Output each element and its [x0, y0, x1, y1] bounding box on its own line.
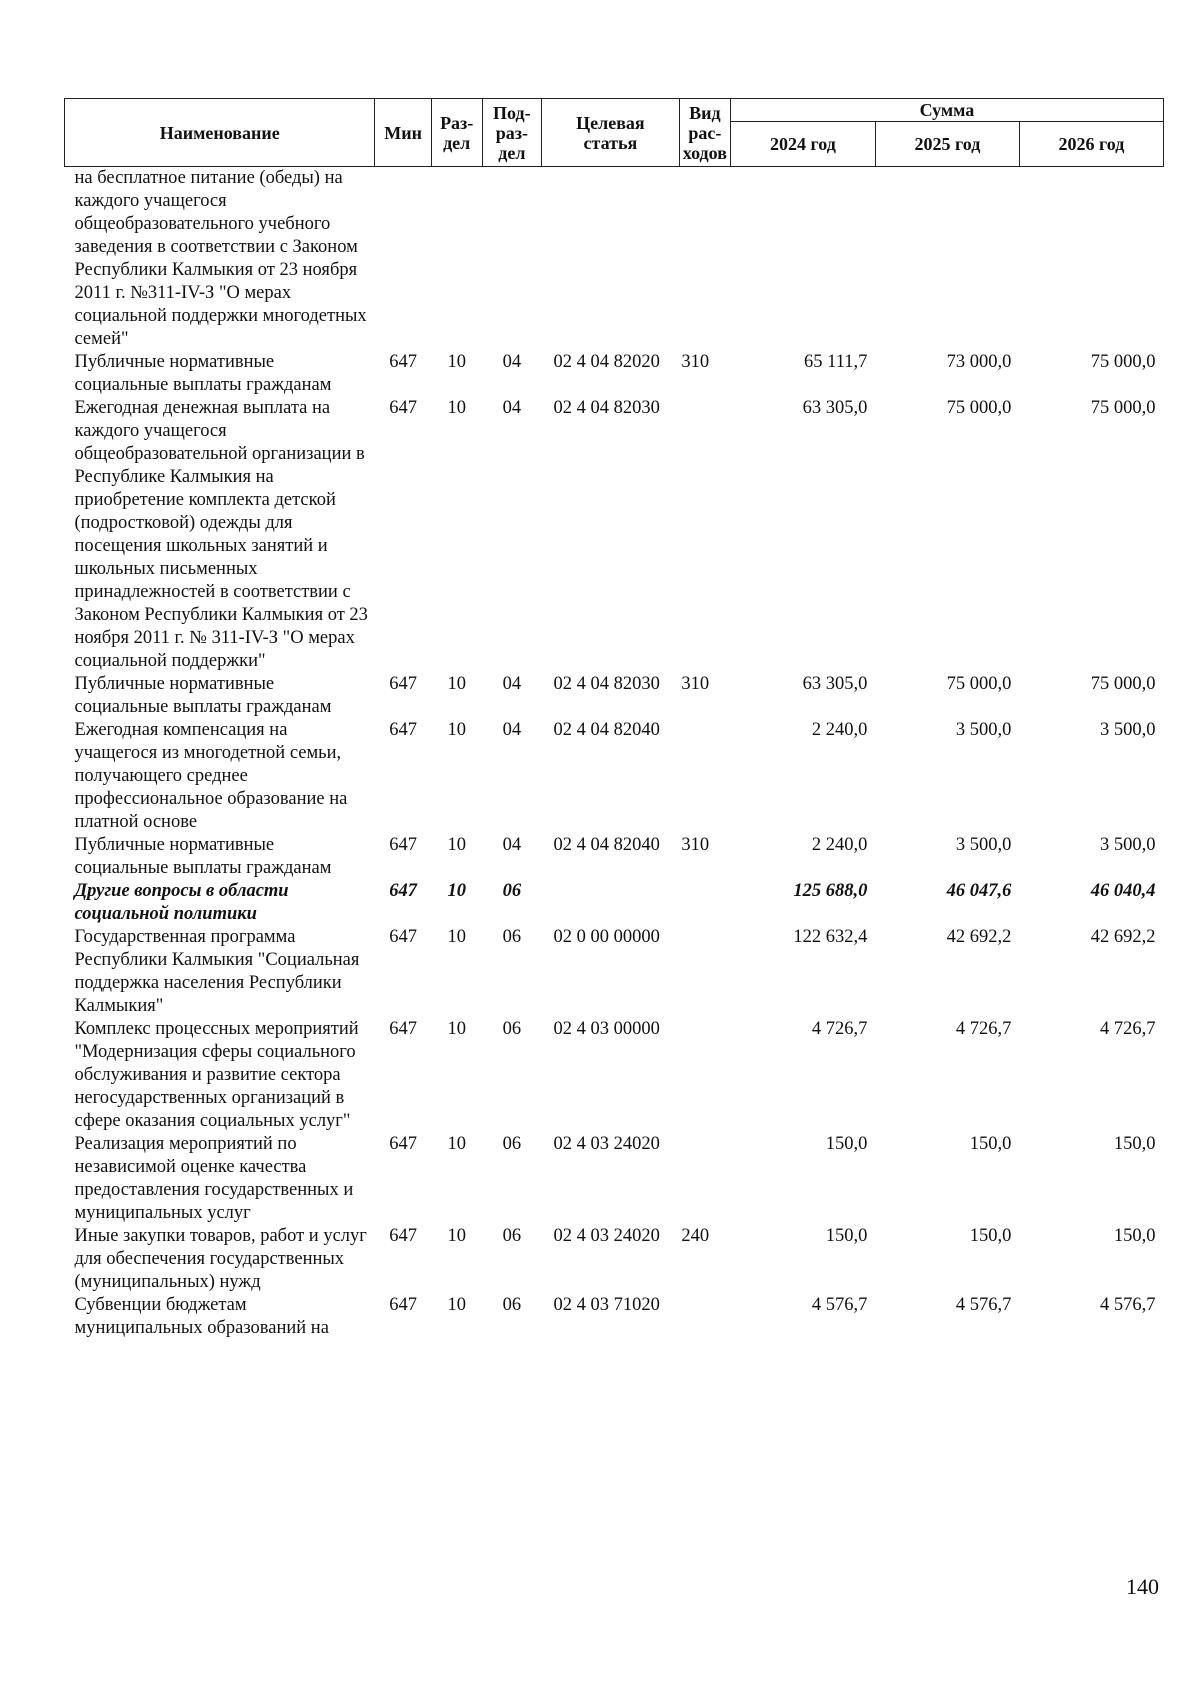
cell-podrazdel: 04 — [502, 398, 522, 418]
cell-razdel: 10 — [447, 1295, 466, 1315]
cell-podrazdel: 06 — [502, 927, 522, 947]
cell-vid — [679, 397, 730, 673]
cell-vid: 310 — [681, 835, 710, 855]
table-header — [65, 99, 1164, 167]
cell-name: Ежегодная денежная выплата на каждого учащегося общеобразовательной организации в Республике Калмыкия на приобретение комплекта детской (подростковой) одежды для посещения школьных занятий и школьных письменных принадлежностей в соответствии с Законом Республики Калмыкия от 23 ноября 2011 г. № 311-IV-З "О мерах социальной поддержки" — [74, 398, 368, 671]
table-row — [65, 1133, 1164, 1225]
cell-y2026: 75 000,0 — [1090, 352, 1156, 372]
cell-min: 647 — [389, 1226, 417, 1246]
cell-razdel: 10 — [447, 881, 466, 901]
header-vid — [679, 99, 730, 167]
header-podrazdel — [482, 99, 541, 167]
cell-y2024: 125 688,0 — [793, 881, 868, 901]
header-vid-text: Вид рас- ходов — [682, 102, 727, 163]
cell-podrazdel: 06 — [502, 881, 522, 901]
cell-y2024: 2 240,0 — [811, 835, 868, 855]
cell-celevaya: 02 4 04 82030 — [553, 674, 660, 694]
header-min: Мин — [375, 99, 431, 167]
cell-min: 647 — [389, 720, 417, 740]
cell-name: Другие вопросы в области социальной политики — [74, 881, 289, 924]
cell-min: 647 — [389, 835, 417, 855]
cell-razdel: 10 — [447, 352, 466, 372]
cell-razdel: 10 — [447, 1134, 466, 1154]
cell-y2026: 4 726,7 — [1100, 1019, 1156, 1039]
cell-y2025: 75 000,0 — [946, 674, 1012, 694]
cell-y2026: 75 000,0 — [1090, 398, 1156, 418]
cell-y2025: 3 500,0 — [955, 720, 1012, 740]
table-row — [65, 1225, 1164, 1294]
cell-y2024 — [730, 167, 875, 352]
cell-y2025: 46 047,6 — [946, 881, 1012, 901]
cell-min: 647 — [389, 1134, 417, 1154]
cell-celevaya: 02 4 04 82040 — [553, 835, 660, 855]
cell-celevaya: 02 4 03 24020 — [553, 1134, 660, 1154]
cell-podrazdel: 04 — [502, 835, 522, 855]
cell-min: 647 — [389, 1295, 417, 1315]
cell-min: 647 — [389, 927, 417, 947]
cell-y2024: 2 240,0 — [811, 720, 868, 740]
cell-celevaya: 02 4 04 82040 — [553, 720, 660, 740]
cell-razdel — [431, 167, 482, 352]
cell-min: 647 — [389, 352, 417, 372]
cell-celevaya — [541, 167, 679, 352]
cell-min: 647 — [389, 881, 417, 901]
cell-razdel: 10 — [447, 674, 466, 694]
cell-y2026: 150,0 — [1113, 1134, 1156, 1154]
cell-y2024: 150,0 — [825, 1226, 868, 1246]
cell-podrazdel: 06 — [502, 1019, 522, 1039]
cell-vid — [679, 167, 730, 352]
cell-vid: 310 — [681, 352, 710, 372]
table-row — [65, 351, 1164, 397]
cell-y2025: 3 500,0 — [955, 835, 1012, 855]
cell-podrazdel: 04 — [502, 674, 522, 694]
cell-name: на бесплатное питание (обеды) на каждого учащегося общеобразовательного учебного заведения в соответствии с Законом Республики Калмыкия от 23 ноября 2011 г. №311-IV-З "О мерах социальной поддержки многодетных семей" — [74, 168, 367, 349]
cell-y2025: 75 000,0 — [946, 398, 1012, 418]
budget-table — [64, 98, 1164, 1340]
table-row — [65, 926, 1164, 1018]
table-row — [65, 167, 1164, 352]
cell-y2025: 42 692,2 — [946, 927, 1012, 947]
cell-razdel: 10 — [447, 720, 466, 740]
cell-vid: 310 — [681, 674, 710, 694]
cell-y2025 — [875, 167, 1019, 352]
cell-y2025: 150,0 — [969, 1226, 1012, 1246]
cell-podrazdel: 06 — [502, 1295, 522, 1315]
cell-y2026: 46 040,4 — [1090, 881, 1156, 901]
cell-podrazdel: 06 — [502, 1226, 522, 1246]
table-row — [65, 673, 1164, 719]
cell-y2024: 63 305,0 — [802, 398, 868, 418]
cell-celevaya: 02 4 04 82030 — [553, 398, 660, 418]
cell-razdel: 10 — [447, 398, 466, 418]
cell-y2024: 4 726,7 — [811, 1019, 868, 1039]
cell-celevaya — [541, 880, 679, 926]
table-row — [65, 1294, 1164, 1340]
cell-name: Государственная программа Республики Калмыкия "Социальная поддержка населения Республики Калмыкия" — [74, 927, 360, 1016]
cell-razdel: 10 — [447, 835, 466, 855]
cell-y2026: 4 576,7 — [1100, 1295, 1156, 1315]
cell-vid — [679, 1294, 730, 1340]
cell-name: Реализация мероприятий по независимой оценке качества предоставления государственных и муниципальных услуг — [74, 1134, 354, 1223]
cell-y2025: 73 000,0 — [946, 352, 1012, 372]
cell-name: Субвенции бюджетам муниципальных образований на — [74, 1295, 329, 1338]
cell-name: Ежегодная компенсация на учащегося из многодетной семьи, получающего среднее профессиональное образование на платной основе — [74, 720, 348, 832]
header-2024: 2024 год — [730, 122, 875, 167]
cell-y2024: 65 111,7 — [804, 352, 868, 372]
cell-y2025: 150,0 — [969, 1134, 1012, 1154]
table-body — [65, 167, 1164, 1341]
cell-name: Комплекс процессных мероприятий "Модернизация сферы социального обслуживания и развитие сектора негосударственных организаций в сфере оказания социальных услуг" — [74, 1019, 359, 1131]
header-celevaya — [541, 99, 679, 167]
cell-razdel: 10 — [447, 927, 466, 947]
cell-y2025: 4 576,7 — [955, 1295, 1012, 1315]
cell-celevaya: 02 4 03 00000 — [553, 1019, 660, 1039]
cell-celevaya: 02 4 03 24020 — [553, 1226, 660, 1246]
cell-y2024: 4 576,7 — [811, 1295, 868, 1315]
cell-vid — [679, 1133, 730, 1225]
cell-name: Публичные нормативные социальные выплаты гражданам — [74, 352, 332, 395]
cell-name: Публичные нормативные социальные выплаты гражданам — [74, 835, 332, 878]
table-row — [65, 397, 1164, 673]
cell-y2026: 3 500,0 — [1100, 720, 1156, 740]
cell-y2024: 122 632,4 — [793, 927, 868, 947]
table-row — [65, 1018, 1164, 1133]
cell-y2026: 150,0 — [1113, 1226, 1156, 1246]
cell-celevaya: 02 4 04 82020 — [553, 352, 660, 372]
cell-min: 647 — [389, 398, 417, 418]
cell-vid — [679, 719, 730, 834]
cell-vid: 240 — [681, 1226, 710, 1246]
cell-name: Публичные нормативные социальные выплаты гражданам — [74, 674, 332, 717]
header-celevaya-text: Целевая статья — [576, 112, 645, 153]
cell-podrazdel: 06 — [502, 1134, 522, 1154]
cell-razdel: 10 — [447, 1226, 466, 1246]
header-2025: 2025 год — [875, 122, 1019, 167]
cell-vid — [679, 926, 730, 1018]
table-row — [65, 719, 1164, 834]
cell-name: Иные закупки товаров, работ и услуг для обеспечения государственных (муниципальных) нужд — [74, 1226, 367, 1292]
header-summa: Сумма — [730, 99, 1163, 122]
cell-y2026 — [1019, 167, 1163, 352]
cell-y2025: 4 726,7 — [955, 1019, 1012, 1039]
cell-celevaya: 02 4 03 71020 — [553, 1295, 660, 1315]
cell-celevaya: 02 0 00 00000 — [553, 927, 660, 947]
cell-vid — [679, 880, 730, 926]
header-podrazdel-text: Под- раз- дел — [493, 102, 531, 163]
cell-y2024: 150,0 — [825, 1134, 868, 1154]
table-row — [65, 834, 1164, 880]
cell-y2026: 42 692,2 — [1090, 927, 1156, 947]
cell-razdel: 10 — [447, 1019, 466, 1039]
cell-y2026: 75 000,0 — [1090, 674, 1156, 694]
header-razdel — [431, 99, 482, 167]
cell-min: 647 — [389, 674, 417, 694]
header-razdel-text: Раз- дел — [440, 112, 474, 153]
page-number: 140 — [1126, 1574, 1159, 1599]
cell-min: 647 — [389, 1019, 417, 1039]
cell-y2024: 63 305,0 — [802, 674, 868, 694]
cell-podrazdel — [482, 167, 541, 352]
cell-y2026: 3 500,0 — [1100, 835, 1156, 855]
header-name: Наименование — [65, 99, 375, 167]
header-2026: 2026 год — [1019, 122, 1163, 167]
cell-min — [375, 167, 431, 352]
cell-podrazdel: 04 — [502, 352, 522, 372]
cell-vid — [679, 1018, 730, 1133]
table-row — [65, 880, 1164, 926]
cell-podrazdel: 04 — [502, 720, 522, 740]
